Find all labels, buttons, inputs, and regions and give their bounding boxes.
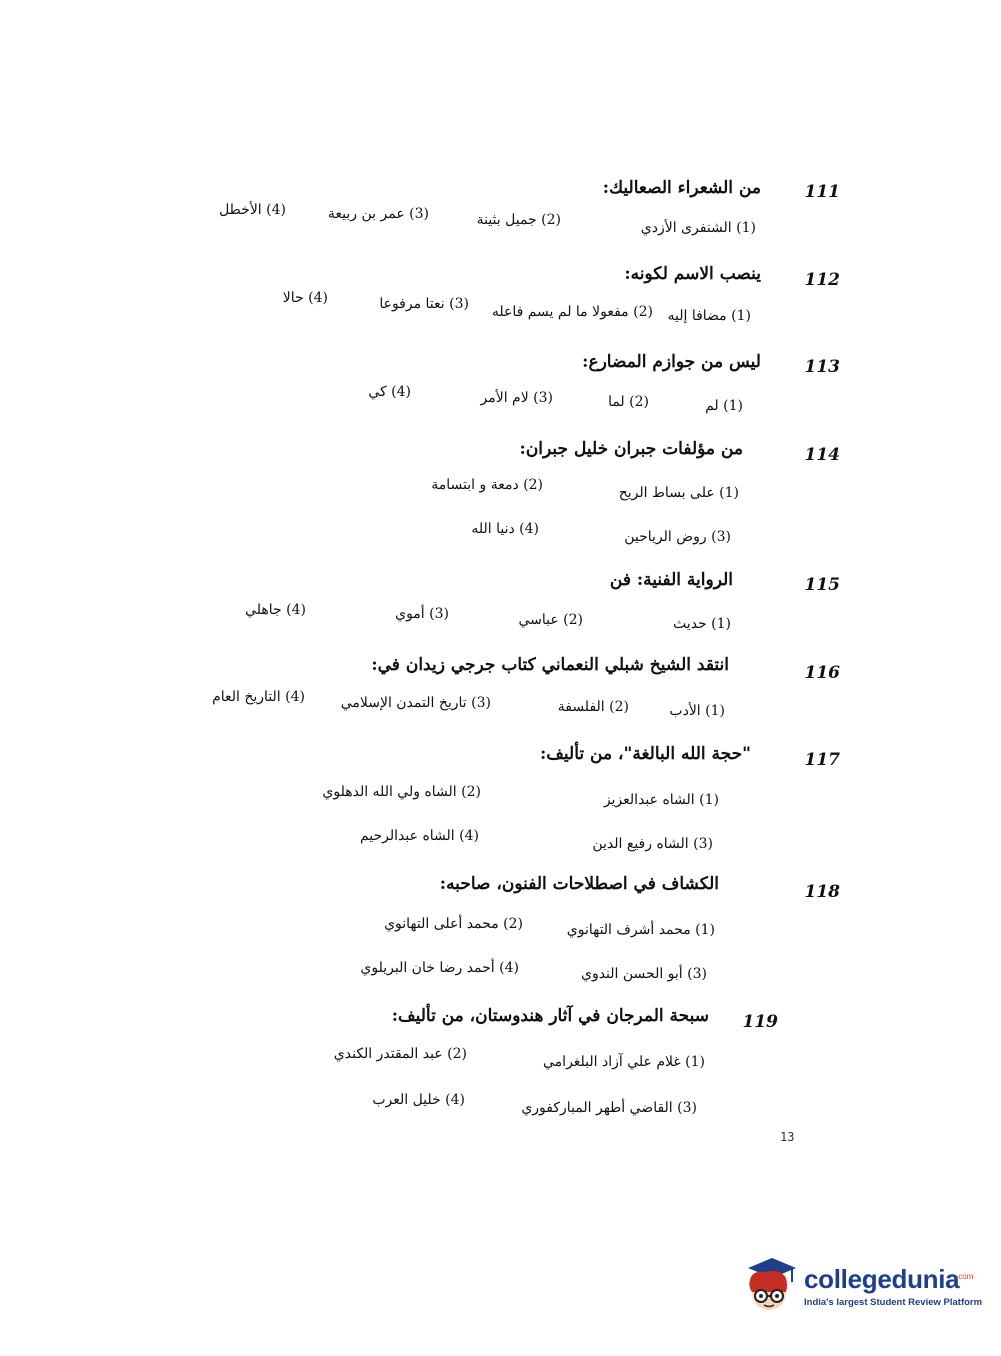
question-number: 117 [804, 750, 840, 770]
option-1: (1) على بساط الريح [618, 485, 739, 501]
option-1: (1) محمد أشرف التهانوي [566, 922, 715, 938]
question-text: الكشاف في اصطلاحات الفنون، صاحبه: [439, 874, 719, 894]
option-2: (2) دمعة و ابتسامة [431, 477, 543, 493]
question-text: ليس من جوازم المضارع: [582, 352, 761, 372]
question-text: من الشعراء الصعاليك: [602, 178, 761, 198]
mascot-icon [742, 1250, 802, 1320]
question-number: 114 [804, 445, 840, 465]
option-1: (1) غلام علي آزاد البلغرامي [543, 1054, 705, 1070]
question-text: من مؤلفات جبران خليل جبران: [519, 439, 743, 459]
option-3: (3) لام الأمر [480, 390, 553, 406]
collegedunia-logo [742, 1250, 982, 1320]
brand-suffix: .com [956, 1272, 974, 1281]
question-number: 113 [804, 357, 840, 377]
question-number: 115 [804, 575, 840, 595]
option-4: (4) كي [368, 384, 411, 400]
option-4: (4) جاهلي [245, 602, 306, 618]
question-number: 118 [804, 882, 840, 902]
option-3: (3) القاضي أطهر المباركفوري [521, 1100, 697, 1116]
option-1: (1) الأدب [669, 703, 725, 719]
option-3: (3) الشاه رفيع الدين [592, 836, 713, 852]
question-text: انتقد الشيخ شبلي النعماني كتاب جرجي زيدان في: [371, 655, 729, 675]
option-2: (2) الشاه ولي الله الدهلوي [322, 784, 481, 800]
option-2: (2) جميل بثينة [476, 212, 561, 228]
question-number: 119 [742, 1012, 778, 1032]
page-number: 13 [780, 1130, 795, 1144]
question-number: 112 [804, 270, 840, 290]
question-text: سبحة المرجان في آثار هندوستان، من تأليف: [391, 1006, 709, 1026]
option-2: (2) مفعولا ما لم يسم فاعله [491, 304, 653, 320]
option-2: (2) عباسي [518, 612, 583, 628]
brand-name: collegedunia [804, 1264, 960, 1294]
option-3: (3) روض الرياحين [624, 529, 731, 545]
option-3: (3) تاريخ التمدن الإسلامي [340, 695, 491, 711]
option-4: (4) أحمد رضا خان البريلوي [360, 960, 519, 976]
option-1: (1) مضافا إليه [667, 308, 751, 324]
question-number: 111 [804, 182, 840, 202]
option-3: (3) عمر بن ربيعة [327, 206, 429, 222]
option-1: (1) الشاه عبدالعزيز [603, 792, 719, 808]
option-2: (2) محمد أعلى التهانوي [384, 916, 523, 932]
option-2: (2) لما [608, 394, 649, 410]
option-2: (2) عبد المقتدر الكندي [333, 1046, 467, 1062]
question-text: "حجة الله البالغة"، من تأليف: [540, 744, 751, 764]
option-4: (4) الأخطل [219, 202, 286, 218]
option-4: (4) الشاه عبدالرحيم [359, 828, 479, 844]
option-4: (4) دنيا الله [471, 521, 539, 537]
option-4: (4) حالا [282, 290, 328, 306]
option-1: (1) حديث [673, 616, 731, 632]
option-1: (1) لم [705, 398, 743, 414]
option-3: (3) نعتا مرفوعا [379, 296, 469, 312]
option-4: (4) خليل العرب [372, 1092, 465, 1108]
question-number: 116 [804, 663, 840, 683]
option-3: (3) أبو الحسن الندوي [580, 966, 707, 982]
question-text: ينصب الاسم لكونه: [624, 264, 761, 284]
option-4: (4) التاريخ العام [212, 689, 305, 705]
question-text: الرواية الفنية: فن [609, 570, 733, 590]
brand-tagline: India's largest Student Review Platform [804, 1297, 983, 1308]
option-2: (2) الفلسفة [557, 699, 629, 715]
option-1: (1) الشنفرى الأزدي [640, 220, 756, 236]
option-3: (3) أموي [395, 606, 449, 622]
